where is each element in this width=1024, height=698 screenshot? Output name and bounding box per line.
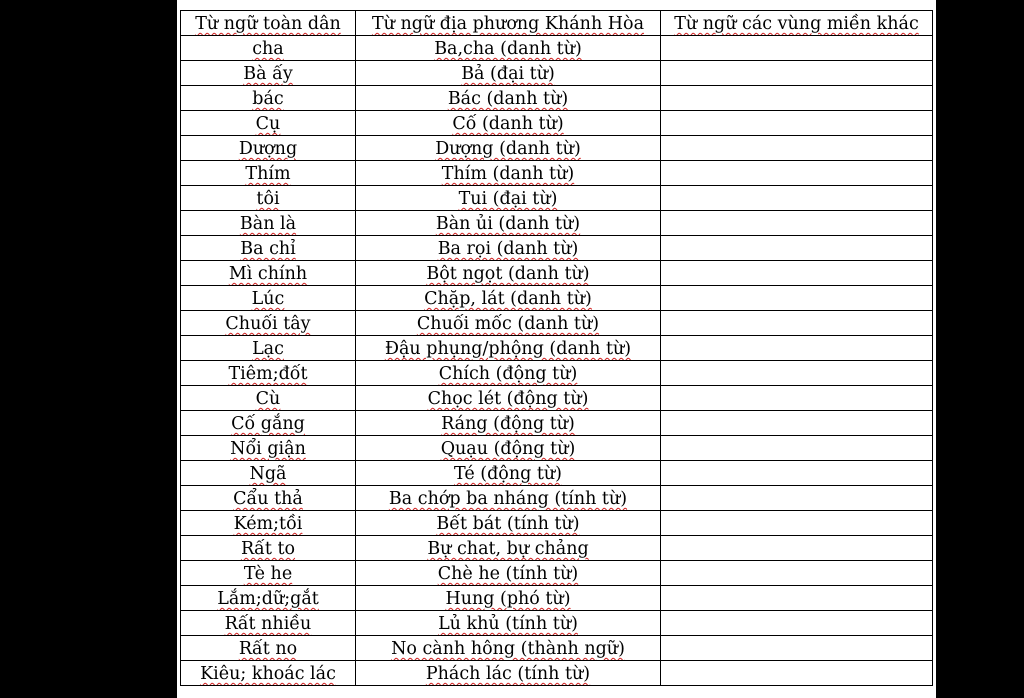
document-page — [177, 0, 936, 698]
header-khanh-hoa-words — [356, 11, 661, 36]
cell-standard-word — [181, 361, 356, 386]
cell-other-region-word — [661, 636, 933, 661]
cell-text: Cụ — [255, 114, 281, 134]
cell-text: Bả (đại từ) — [461, 64, 555, 84]
cell-text: Ba chớp ba nháng (tính từ) — [388, 489, 628, 509]
cell-khanh-hoa-word — [356, 211, 661, 236]
cell-standard-word — [181, 386, 356, 411]
cell-standard-word — [181, 336, 356, 361]
cell-text: Kiêu; khoác lác — [200, 664, 336, 684]
table-row — [181, 386, 933, 411]
cell-text: Cẩu thả — [233, 489, 303, 509]
cell-khanh-hoa-word — [356, 61, 661, 86]
cell-text: Đậu phụng/phộng (danh từ) — [384, 339, 632, 359]
cell-khanh-hoa-word — [356, 461, 661, 486]
table-row — [181, 586, 933, 611]
table-row — [181, 461, 933, 486]
cell-other-region-word — [661, 561, 933, 586]
cell-standard-word — [181, 86, 356, 111]
cell-text: Nổi giận — [230, 439, 306, 459]
cell-khanh-hoa-word — [356, 161, 661, 186]
cell-text: Mì chính — [228, 264, 308, 284]
table-row — [181, 286, 933, 311]
cell-text: Thím — [245, 164, 291, 184]
cell-text: Dượng (danh từ) — [435, 139, 581, 159]
table-row — [181, 86, 933, 111]
cell-khanh-hoa-word — [356, 436, 661, 461]
cell-text: Cố gắng — [231, 414, 305, 434]
table-row — [181, 261, 933, 286]
cell-standard-word — [181, 611, 356, 636]
cell-khanh-hoa-word — [356, 186, 661, 211]
cell-standard-word — [181, 136, 356, 161]
cell-text: Chọc lét (động từ) — [427, 389, 589, 409]
cell-text: Rất nhiều — [224, 614, 312, 634]
cell-khanh-hoa-word — [356, 661, 661, 686]
cell-standard-word — [181, 411, 356, 436]
cell-khanh-hoa-word — [356, 86, 661, 111]
cell-text: Bết bát (tính từ) — [436, 514, 580, 534]
cell-other-region-word — [661, 36, 933, 61]
cell-other-region-word — [661, 586, 933, 611]
cell-other-region-word — [661, 436, 933, 461]
cell-other-region-word — [661, 311, 933, 336]
cell-text: Ba rọi (danh từ) — [437, 239, 579, 259]
cell-khanh-hoa-word — [356, 136, 661, 161]
table-row — [181, 636, 933, 661]
table-row — [181, 111, 933, 136]
cell-text: Lúc — [251, 289, 285, 309]
cell-text: Quạu (động từ) — [440, 439, 576, 459]
cell-text: Lạc — [252, 339, 284, 359]
cell-khanh-hoa-word — [356, 511, 661, 536]
cell-text: Bột ngọt (danh từ) — [426, 264, 590, 284]
table-row — [181, 186, 933, 211]
cell-text: Chè he (tính từ) — [437, 564, 579, 584]
cell-other-region-word — [661, 486, 933, 511]
cell-other-region-word — [661, 461, 933, 486]
table-row — [181, 136, 933, 161]
cell-text: No cành hông (thành ngữ) — [391, 639, 625, 659]
cell-text: Chích (động từ) — [438, 364, 578, 384]
cell-other-region-word — [661, 536, 933, 561]
cell-khanh-hoa-word — [356, 636, 661, 661]
cell-standard-word — [181, 286, 356, 311]
cell-other-region-word — [661, 61, 933, 86]
table-row — [181, 311, 933, 336]
cell-standard-word — [181, 261, 356, 286]
table-row — [181, 361, 933, 386]
cell-khanh-hoa-word — [356, 336, 661, 361]
cell-khanh-hoa-word — [356, 386, 661, 411]
cell-khanh-hoa-word — [356, 411, 661, 436]
cell-other-region-word — [661, 611, 933, 636]
table-row — [181, 36, 933, 61]
cell-text: Rất to — [240, 539, 296, 559]
table-row — [181, 611, 933, 636]
cell-standard-word — [181, 61, 356, 86]
cell-text: Bác (danh từ) — [447, 89, 569, 109]
header-standard-words — [181, 11, 356, 36]
cell-text: bác — [252, 89, 284, 109]
cell-standard-word — [181, 636, 356, 661]
cell-khanh-hoa-word — [356, 236, 661, 261]
cell-text: Ba,cha (danh từ) — [434, 39, 582, 59]
cell-text: Té (động từ) — [454, 464, 562, 484]
cell-standard-word — [181, 236, 356, 261]
cell-other-region-word — [661, 136, 933, 161]
cell-khanh-hoa-word — [356, 486, 661, 511]
cell-standard-word — [181, 461, 356, 486]
cell-text: Chuối tây — [225, 314, 311, 334]
cell-standard-word — [181, 661, 356, 686]
cell-text: Thím (danh từ) — [441, 164, 575, 184]
cell-text: Bàn là — [239, 214, 297, 234]
cell-other-region-word — [661, 161, 933, 186]
header-label: Từ ngữ các vùng miền khác — [674, 14, 919, 34]
dialect-vocabulary-table — [180, 10, 933, 686]
table-row — [181, 236, 933, 261]
table-row — [181, 511, 933, 536]
cell-text: Chuối mốc (danh từ) — [416, 314, 600, 334]
table-row — [181, 536, 933, 561]
cell-other-region-word — [661, 336, 933, 361]
table-row — [181, 411, 933, 436]
cell-other-region-word — [661, 411, 933, 436]
cell-standard-word — [181, 311, 356, 336]
table-row — [181, 161, 933, 186]
cell-text: Rất no — [238, 639, 298, 659]
cell-standard-word — [181, 486, 356, 511]
cell-standard-word — [181, 436, 356, 461]
cell-text: Cù — [255, 389, 281, 409]
cell-text: Dượng — [238, 139, 298, 159]
cell-text: Ráng (động từ) — [441, 414, 575, 434]
table-row — [181, 61, 933, 86]
cell-other-region-word — [661, 111, 933, 136]
cell-khanh-hoa-word — [356, 561, 661, 586]
cell-standard-word — [181, 586, 356, 611]
cell-text: cha — [252, 39, 284, 59]
cell-khanh-hoa-word — [356, 536, 661, 561]
cell-text: Bà ấy — [243, 64, 293, 84]
cell-khanh-hoa-word — [356, 261, 661, 286]
header-label: Từ ngữ toàn dân — [195, 14, 341, 34]
cell-other-region-word — [661, 361, 933, 386]
cell-text: Ba chỉ — [240, 239, 296, 259]
table-row — [181, 561, 933, 586]
cell-other-region-word — [661, 86, 933, 111]
cell-text: Tui (đại từ) — [458, 189, 558, 209]
cell-text: Tè he — [243, 564, 293, 584]
cell-khanh-hoa-word — [356, 36, 661, 61]
cell-other-region-word — [661, 186, 933, 211]
cell-standard-word — [181, 511, 356, 536]
cell-text: Chặp, lát (danh từ) — [424, 289, 592, 309]
cell-text: Ngã — [249, 464, 287, 484]
table-body — [181, 36, 933, 686]
cell-khanh-hoa-word — [356, 111, 661, 136]
cell-other-region-word — [661, 236, 933, 261]
cell-standard-word — [181, 186, 356, 211]
cell-other-region-word — [661, 286, 933, 311]
cell-text: Bự chat, bự chảng — [427, 539, 589, 559]
cell-text: Kém;tồi — [233, 514, 303, 534]
cell-standard-word — [181, 161, 356, 186]
cell-standard-word — [181, 211, 356, 236]
cell-text: Phách lác (tính từ) — [425, 664, 591, 684]
cell-khanh-hoa-word — [356, 286, 661, 311]
cell-standard-word — [181, 536, 356, 561]
cell-standard-word — [181, 111, 356, 136]
cell-other-region-word — [661, 261, 933, 286]
cell-khanh-hoa-word — [356, 361, 661, 386]
cell-text: Lủ khủ (tính từ) — [438, 614, 578, 634]
cell-text: tôi — [256, 189, 280, 209]
cell-other-region-word — [661, 386, 933, 411]
table-row — [181, 336, 933, 361]
cell-khanh-hoa-word — [356, 586, 661, 611]
cell-other-region-word — [661, 661, 933, 686]
table-row — [181, 436, 933, 461]
table-row — [181, 661, 933, 686]
table-row — [181, 486, 933, 511]
cell-other-region-word — [661, 511, 933, 536]
cell-khanh-hoa-word — [356, 311, 661, 336]
cell-other-region-word — [661, 211, 933, 236]
cell-text: Hung (phó từ) — [445, 589, 571, 609]
header-label: Từ ngữ địa phương Khánh Hòa — [371, 14, 645, 34]
cell-text: Bàn ủi (danh từ) — [435, 214, 581, 234]
cell-standard-word — [181, 36, 356, 61]
cell-text: Cố (danh từ) — [452, 114, 564, 134]
cell-text: Lắm;dữ;gắt — [217, 589, 319, 609]
cell-text: Tiêm;đốt — [228, 364, 308, 384]
header-other-regions-words — [661, 11, 933, 36]
table-header-row — [181, 11, 933, 36]
cell-khanh-hoa-word — [356, 611, 661, 636]
cell-standard-word — [181, 561, 356, 586]
table-row — [181, 211, 933, 236]
